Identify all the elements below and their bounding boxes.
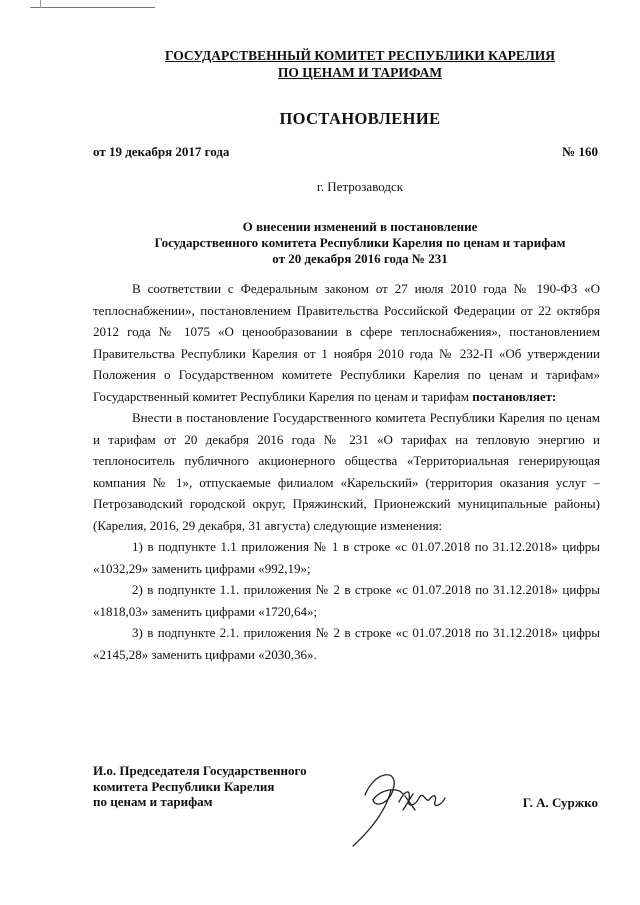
title-line-2: Государственного комитета Республики Карелия по ценам и тарифам [154, 235, 566, 250]
signatory-line-3: по ценам и тарифам [93, 794, 213, 809]
scan-artifact-tick [40, 0, 41, 8]
org-line-1: ГОСУДАРСТВЕННЫЙ КОМИТЕТ РЕСПУБЛИКИ КАРЕЛИЯ [164, 48, 556, 63]
signatory-line-2: комитета Республики Карелия [93, 778, 275, 794]
list-item: 2) в подпункте 1.1. приложения № 2 в строке «с 01.07.2018 по 31.12.2018» цифры «1818,03» заменить цифрами «1720,64»; [93, 582, 600, 619]
preamble-text: В соответствии с Федеральным законом от 27 июля 2010 года № 190-ФЗ «О теплоснабжении», постановлением Правительства Российской Федерации от 22 октября 2012 года № 1075 «О ценообразовании в сфере теплоснабжения», постановлением Правительства Республики Карелия от 1 ноября 2010 года № 232-П «Об утверждении Положения о Государственном комитете Республики Карелия по ценам и тарифам» Государственный комитет Республики Карелия по ценам и тарифам [93, 281, 600, 404]
document-date: от 19 декабря 2017 года [93, 144, 230, 159]
organization-header [120, 47, 600, 81]
title-line-1: О внесении изменений в постановление [242, 219, 478, 234]
signatory-name: Г. А. Суржко [522, 795, 598, 810]
org-line-2: ПО ЦЕНАМ И ТАРИФАМ [277, 65, 443, 80]
signatory-line-1: И.о. Председателя Государственного [93, 763, 307, 778]
document-number: № 160 [562, 144, 598, 159]
handwritten-signature [345, 760, 465, 850]
document-title [100, 219, 620, 267]
signatory-position [93, 763, 307, 810]
document-city: г. Петрозаводск [316, 179, 404, 194]
title-line-3: от 20 декабря 2016 года № 231 [272, 251, 448, 266]
paragraph-preamble [93, 278, 600, 407]
list-item: 1) в подпункте 1.1 приложения № 1 в строке «с 01.07.2018 по 31.12.2018» цифры «1032,29» заменить цифрами «992,19»; [93, 539, 600, 576]
scan-artifact-line [30, 7, 155, 8]
preamble-resolves: постановляет: [472, 388, 557, 404]
paragraph-changes: Внести в постановление Государственного комитета Республики Карелия по ценам и тарифам от 20 декабря 2016 года № 231 «О тарифах на тепловую энергию и теплоноситель публичного акционерного общества «Территориальная генерирующая компания № 1», отпускаемые филиалом «Карельский» (территория оказания услуг – Петрозаводский городской округ, Пряжинский, Прионежский муниципальные районы) (Карелия, 2016, 29 декабря, 31 августа) следующие изменения: [93, 410, 600, 533]
document-type: ПОСТАНОВЛЕНИЕ [279, 109, 441, 128]
document-body [93, 278, 600, 665]
list-item: 3) в подпункте 2.1. приложения № 2 в строке «с 01.07.2018 по 31.12.2018» цифры «2145,28» заменить цифрами «2030,36». [93, 625, 600, 662]
